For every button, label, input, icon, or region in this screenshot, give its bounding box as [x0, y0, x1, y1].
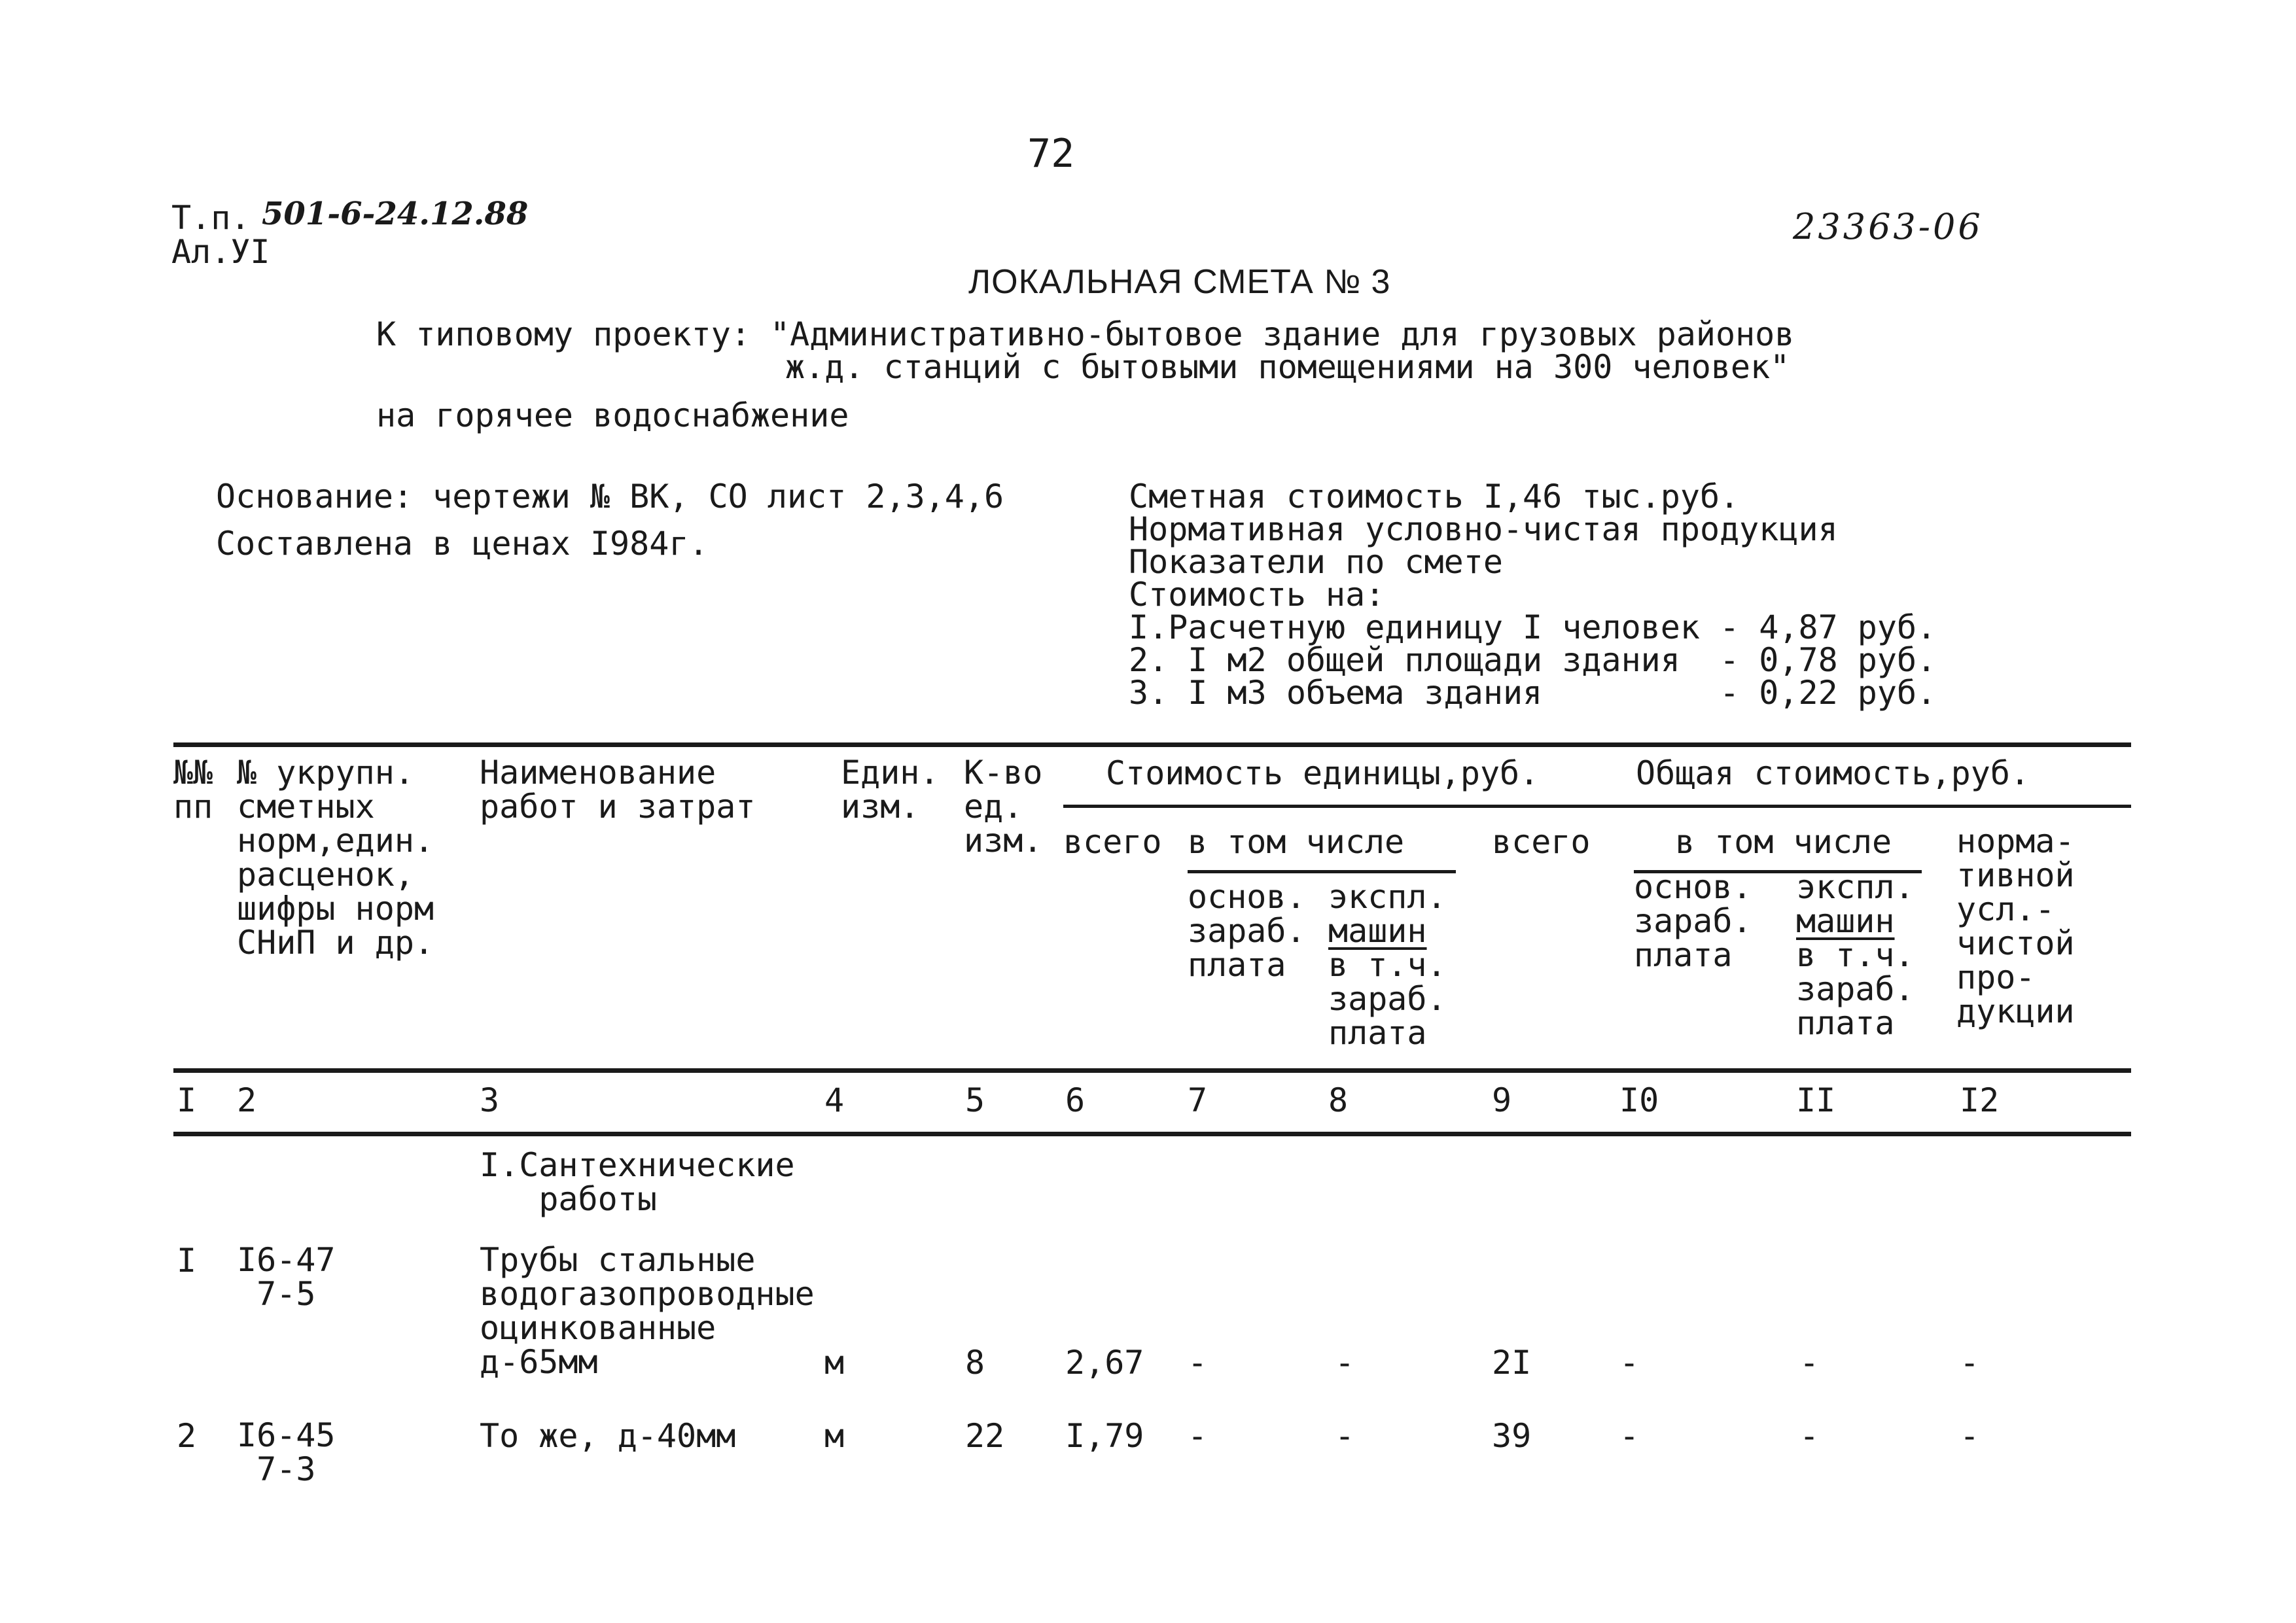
column-number: II	[1796, 1081, 1836, 1119]
row-unit-wages: -	[1188, 1344, 1208, 1382]
col-header-num: №№ пп	[173, 754, 213, 826]
row-name: Трубы стальные водогазопроводные оцинкованные д-65мм	[480, 1241, 815, 1381]
col-header-unit-total: всего	[1063, 823, 1162, 861]
col-header-total-incl: в том числе	[1675, 823, 1892, 861]
page-number: 72	[1027, 131, 1075, 177]
table-top-rule	[173, 742, 2131, 747]
summary-line: 2. I м2 общей площади здания - 0,78 руб.	[1129, 641, 1937, 679]
column-number: I0	[1619, 1081, 1659, 1119]
project-line-2: ж.д. станций с бытовыми помещениями на 300 человек"	[785, 348, 1790, 386]
row-unit-machines: -	[1335, 1417, 1355, 1455]
row-normative: -	[1960, 1344, 1980, 1382]
header-bottom-rule	[173, 1068, 2131, 1073]
row-unit: м	[824, 1344, 845, 1382]
col-header-normative: норма- тивной усл.- чистой про- дукции	[1956, 822, 2075, 1030]
col-header-unit-incl: в том числе	[1188, 823, 1405, 861]
column-number: 6	[1065, 1081, 1086, 1119]
row-unit-total: I,79	[1065, 1417, 1144, 1455]
summary-line: Показатели по смете	[1129, 543, 1503, 581]
col-header-unit: Един. изм.	[841, 754, 940, 826]
row-unit-machines: -	[1335, 1344, 1355, 1382]
row-number: 2	[177, 1417, 197, 1455]
row-number: I	[177, 1242, 197, 1280]
col-header-unit-cost: Стоимость единицы,руб.	[1106, 754, 1540, 792]
project-line-1: К типовому проекту: "Административно-бытовое здание для грузовых районов	[376, 315, 1795, 353]
column-number: 7	[1188, 1081, 1208, 1119]
row-total-machines: -	[1799, 1417, 1820, 1455]
summary-line: Нормативная условно-чистая продукция	[1129, 510, 1838, 548]
doc-number: 23363-06	[1793, 206, 1983, 247]
row-unit-wages: -	[1188, 1417, 1208, 1455]
col-header-unit-machines: экспл. машин в т.ч. зараб. плата	[1328, 878, 1447, 1052]
column-number: 5	[965, 1081, 985, 1119]
album-label: Ал.УI	[171, 233, 270, 271]
summary-line: Стоимость на:	[1129, 576, 1385, 614]
summary-line: Сметная стоимость I,46 тыс.руб.	[1129, 478, 1740, 515]
basis-line: Основание: чертежи № ВК, СО лист 2,3,4,6	[216, 478, 1004, 515]
col-header-unit-wages: основ. зараб. плата	[1188, 878, 1306, 984]
row-name: То же, д-40мм	[480, 1417, 736, 1455]
summary-line: 3. I м3 объема здания - 0,22 руб.	[1129, 674, 1937, 712]
unit-subgroup-rule	[1188, 870, 1456, 873]
col-header-total-total: всего	[1492, 823, 1591, 861]
col-header-total-cost: Общая стоимость,руб.	[1636, 754, 2030, 792]
row-unit: м	[824, 1417, 845, 1455]
row-total: 2I	[1492, 1344, 1532, 1382]
row-total: 39	[1492, 1417, 1532, 1455]
header-group-rule	[1063, 805, 2131, 808]
row-normative: -	[1960, 1417, 1980, 1455]
row-qty: 8	[965, 1344, 985, 1382]
summary-line: I.Расчетную единицу I человек - 4,87 руб.	[1129, 608, 1937, 646]
purpose-line: на горячее водоснабжение	[376, 396, 849, 434]
row-qty: 22	[965, 1417, 1005, 1455]
col-header-code: № укрупн. сметных норм,един. расценок, шифры норм СНиП и др.	[237, 754, 434, 962]
row-code: I6-47 7-5	[237, 1241, 336, 1313]
col-header-qty: К-во ед. изм.	[964, 754, 1043, 860]
column-number: 2	[237, 1081, 257, 1119]
column-number: 8	[1328, 1081, 1349, 1119]
section-title: I.Сантехнические работы	[480, 1146, 795, 1218]
row-total-wages: -	[1619, 1417, 1640, 1455]
col-header-total-wages: основ. зараб. плата	[1634, 868, 1752, 974]
row-total-wages: -	[1619, 1344, 1640, 1382]
column-number: 9	[1492, 1081, 1512, 1119]
row-total-machines: -	[1799, 1344, 1820, 1382]
prices-line: Составлена в ценах I984г.	[216, 525, 709, 563]
column-number: 3	[480, 1081, 500, 1119]
column-number: I	[177, 1081, 197, 1119]
col-header-total-machines: экспл. машин в т.ч. зараб. плата	[1796, 868, 1915, 1042]
column-number: I2	[1960, 1081, 2000, 1119]
row-code: I6-45 7-3	[237, 1416, 336, 1488]
colnum-bottom-rule	[173, 1132, 2131, 1136]
col-header-name: Наименование работ и затрат	[480, 754, 756, 826]
tp-prefix: Т.п.	[171, 199, 251, 237]
document-title: ЛОКАЛЬНАЯ СМЕТА № 3	[968, 263, 1391, 301]
column-number: 4	[824, 1081, 845, 1119]
row-unit-total: 2,67	[1065, 1344, 1144, 1382]
tp-code: 501-6-24.12.88	[262, 196, 529, 232]
